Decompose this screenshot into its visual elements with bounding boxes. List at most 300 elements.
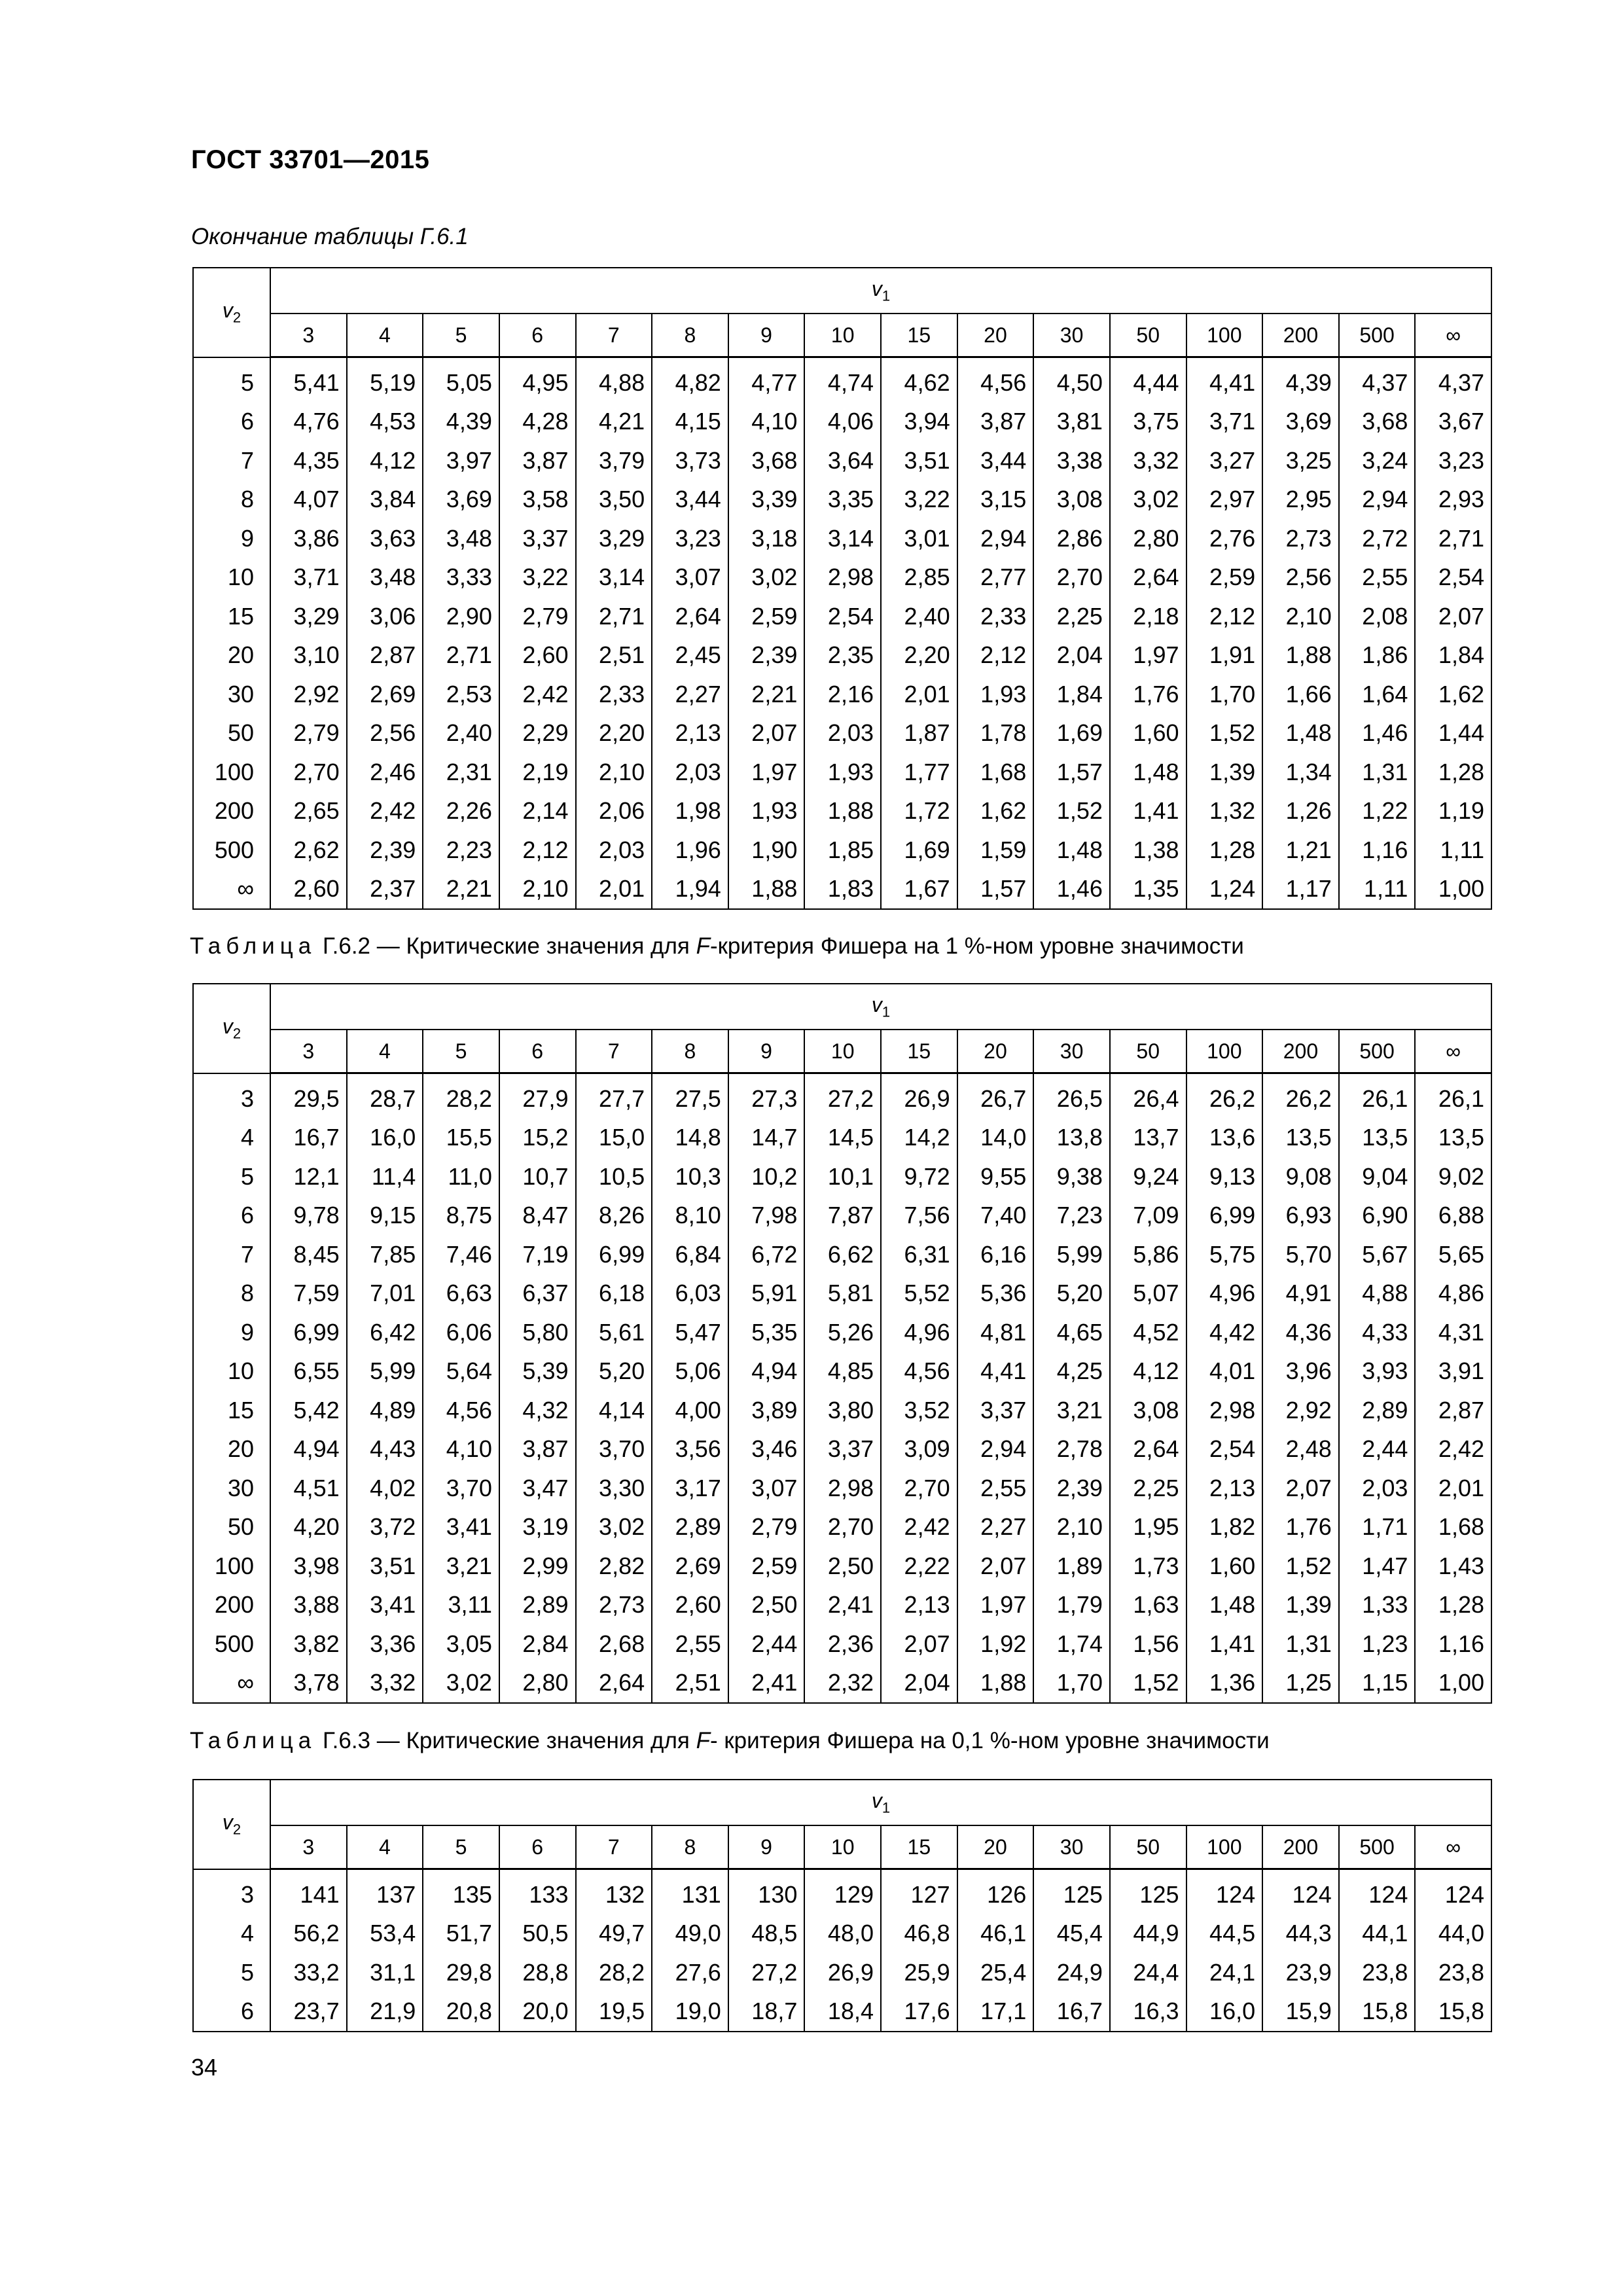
column-header: 15 [881,1030,957,1073]
column-header: 5 [423,1030,499,1073]
table-cell: 1,43 [1415,1547,1491,1586]
column-header: 100 [1186,1825,1263,1869]
table-cell: 130 [728,1869,805,1914]
table-cell: 3,91 [1415,1352,1491,1391]
table-cell: 10,2 [728,1157,805,1196]
table-cell: 2,01 [881,675,957,714]
table-cell: 9,08 [1262,1157,1339,1196]
table-cell: 4,44 [1110,357,1186,403]
table-cell: 3,88 [270,1586,347,1625]
table-continuation-caption: Окончание таблицы Г.6.1 [191,224,469,249]
table-cell: 1,41 [1110,792,1186,831]
table-cell: 8,10 [652,1196,728,1236]
table-cell: 124 [1339,1869,1416,1914]
column-header: 10 [804,1030,881,1073]
column-header: 8 [652,1825,728,1869]
column-header: 9 [728,1825,805,1869]
table-cell: 2,64 [652,597,728,636]
v2-header: $v_2$ [193,1780,270,1869]
table-cell: 1,68 [957,753,1034,792]
table-g62 [192,983,1492,1704]
table-row [193,714,1491,753]
row-header-v2: ∞ [193,870,270,910]
table-cell: 2,25 [1110,1469,1186,1508]
table-cell: 2,89 [652,1508,728,1547]
table-cell: 17,6 [881,1992,957,2032]
table-cell: 26,1 [1339,1073,1416,1119]
table-cell: 1,21 [1262,831,1339,870]
table-cell: 133 [499,1869,576,1914]
table-cell: 2,51 [576,636,652,675]
table-cell: 4,88 [1339,1274,1416,1314]
table-cell: 1,22 [1339,792,1416,831]
table-cell: 2,42 [347,792,423,831]
table-cell: 5,42 [270,1391,347,1430]
table-cell: 50,5 [499,1914,576,1954]
table-cell: 1,77 [881,753,957,792]
table-cell: 3,44 [652,480,728,520]
table-cell: 4,14 [576,1391,652,1430]
table-cell: 2,39 [347,831,423,870]
row-header-v2: 3 [193,1869,270,1914]
table-cell: 3,22 [499,558,576,598]
table-cell: 44,3 [1262,1914,1339,1954]
table-cell: 1,72 [881,792,957,831]
table-cell: 141 [270,1869,347,1914]
table-cell: 2,45 [652,636,728,675]
table-cell: 3,63 [347,519,423,558]
table-cell: 24,4 [1110,1953,1186,1992]
table-cell: 3,98 [270,1547,347,1586]
table-cell: 2,20 [881,636,957,675]
column-header: ∞ [1415,1825,1491,1869]
table-cell: 2,22 [881,1547,957,1586]
table-cell: 7,40 [957,1196,1034,1236]
table-cell: 2,60 [270,870,347,910]
row-header-v2: 15 [193,597,270,636]
table-cell: 2,16 [804,675,881,714]
table-cell: 26,2 [1262,1073,1339,1119]
table-cell: 4,35 [270,441,347,480]
row-header-v2: 100 [193,753,270,792]
table-cell: 6,55 [270,1352,347,1391]
column-header: 50 [1110,314,1186,357]
table-cell: 1,89 [1033,1547,1110,1586]
table-cell: 26,2 [1186,1073,1263,1119]
table-cell: 1,83 [804,870,881,910]
table-cell: 1,52 [1110,1664,1186,1704]
table-cell: 2,19 [499,753,576,792]
table-cell: 1,62 [957,792,1034,831]
table-cell: 2,64 [576,1664,652,1704]
column-header: 6 [499,314,576,357]
table-row [193,357,1491,403]
table-cell: 5,99 [347,1352,423,1391]
table-cell: 5,67 [1339,1235,1416,1274]
row-header-v2: 200 [193,792,270,831]
table-cell: 3,87 [499,1430,576,1469]
table-cell: 2,07 [1262,1469,1339,1508]
table-cell: 2,12 [1186,597,1263,636]
table-cell: 8,45 [270,1235,347,1274]
table-cell: 3,71 [270,558,347,598]
table-cell: 26,1 [1415,1073,1491,1119]
column-header: 100 [1186,1030,1263,1073]
table-cell: 4,85 [804,1352,881,1391]
table-row [193,1664,1491,1704]
table-cell: 31,1 [347,1953,423,1992]
table-g61-end [192,267,1492,910]
table-cell: 3,64 [804,441,881,480]
table-cell: 2,71 [576,597,652,636]
table-cell: 2,07 [728,714,805,753]
table-row [193,1469,1491,1508]
table-cell: 3,07 [728,1469,805,1508]
table-cell: 2,84 [499,1624,576,1664]
table-row [193,1157,1491,1196]
table-cell: 3,97 [423,441,499,480]
row-header-v2: 200 [193,1586,270,1625]
table-cell: 8,75 [423,1196,499,1236]
f-critical-table [192,983,1492,1704]
table-cell: 2,12 [499,831,576,870]
column-header: 8 [652,1030,728,1073]
table-cell: 3,78 [270,1664,347,1704]
table-cell: 2,77 [957,558,1034,598]
table-cell: 2,44 [1339,1430,1416,1469]
table-cell: 3,36 [347,1624,423,1664]
table-cell: 2,93 [1415,480,1491,520]
table-cell: 2,94 [1339,480,1416,520]
column-header: 3 [270,1030,347,1073]
table-cell: 3,37 [499,519,576,558]
table-cell: 2,39 [728,636,805,675]
table-cell: 2,55 [957,1469,1034,1508]
table-cell: 3,05 [423,1624,499,1664]
table-cell: 3,47 [499,1469,576,1508]
column-header: 8 [652,314,728,357]
table-cell: 20,8 [423,1992,499,2032]
table-cell: 3,73 [652,441,728,480]
row-header-v2: 10 [193,1352,270,1391]
table-cell: 1,84 [1415,636,1491,675]
table-cell: 15,9 [1262,1992,1339,2032]
table-cell: 1,56 [1110,1624,1186,1664]
table-cell: 23,7 [270,1992,347,2032]
table-cell: 2,04 [881,1664,957,1704]
table-cell: 1,36 [1186,1664,1263,1704]
table-cell: 10,3 [652,1157,728,1196]
table-cell: 7,19 [499,1235,576,1274]
table-cell: 2,40 [423,714,499,753]
table-cell: 3,87 [499,441,576,480]
table-cell: 2,13 [1186,1469,1263,1508]
table-cell: 1,91 [1186,636,1263,675]
table-cell: 25,9 [881,1953,957,1992]
table-cell: 4,37 [1415,357,1491,403]
table-cell: 3,33 [423,558,499,598]
table-cell: 3,72 [347,1508,423,1547]
table-cell: 4,00 [652,1391,728,1430]
table-row [193,831,1491,870]
table-cell: 6,93 [1262,1196,1339,1236]
table-cell: 5,64 [423,1352,499,1391]
table-cell: 5,06 [652,1352,728,1391]
table-cell: 1,60 [1186,1547,1263,1586]
table-cell: 4,50 [1033,357,1110,403]
table-cell: 4,81 [957,1313,1034,1352]
table-cell: 15,2 [499,1119,576,1158]
row-header-v2: 9 [193,1313,270,1352]
table-cell: 2,69 [652,1547,728,1586]
table-cell: 4,94 [270,1430,347,1469]
table-cell: 1,38 [1110,831,1186,870]
table-cell: 9,72 [881,1157,957,1196]
table-cell: 3,08 [1033,480,1110,520]
table-cell: 3,21 [423,1547,499,1586]
table-cell: 4,56 [423,1391,499,1430]
table-cell: 1,88 [728,870,805,910]
table-cell: 1,19 [1415,792,1491,831]
table-cell: 3,86 [270,519,347,558]
table-cell: 3,51 [347,1547,423,1586]
column-header: 4 [347,1825,423,1869]
table-cell: 13,5 [1339,1119,1416,1158]
table-cell: 1,84 [1033,675,1110,714]
table-cell: 18,7 [728,1992,805,2032]
table-cell: 1,16 [1339,831,1416,870]
table-cell: 5,70 [1262,1235,1339,1274]
table-cell: 3,70 [423,1469,499,1508]
column-header: 50 [1110,1030,1186,1073]
table-row [193,1992,1491,2032]
table-cell: 3,35 [804,480,881,520]
table-cell: 15,5 [423,1119,499,1158]
table-cell: 125 [1110,1869,1186,1914]
table-cell: 4,31 [1415,1313,1491,1352]
table-row [193,1430,1491,1469]
table-cell: 2,03 [1339,1469,1416,1508]
table-cell: 4,21 [576,403,652,442]
table-cell: 14,5 [804,1119,881,1158]
table-cell: 3,52 [881,1391,957,1430]
table-cell: 3,32 [347,1664,423,1704]
table-cell: 13,8 [1033,1119,1110,1158]
table-cell: 3,30 [576,1469,652,1508]
column-header: 500 [1339,1030,1416,1073]
table-row [193,1586,1491,1625]
table-cell: 49,7 [576,1914,652,1954]
table-cell: 2,46 [347,753,423,792]
table-cell: 5,20 [576,1352,652,1391]
table-cell: 7,98 [728,1196,805,1236]
table-cell: 2,62 [270,831,347,870]
table-row [193,1391,1491,1430]
table-cell: 13,5 [1415,1119,1491,1158]
table-cell: 1,76 [1110,675,1186,714]
table-cell: 3,08 [1110,1391,1186,1430]
table-cell: 1,93 [804,753,881,792]
table-cell: 2,41 [728,1664,805,1704]
table-cell: 3,50 [576,480,652,520]
row-header-v2: 30 [193,1469,270,1508]
table-cell: 1,73 [1110,1547,1186,1586]
table-cell: 2,33 [576,675,652,714]
table-cell: 14,0 [957,1119,1034,1158]
table-cell: 3,01 [881,519,957,558]
table-cell: 9,04 [1339,1157,1416,1196]
table-cell: 2,82 [576,1547,652,1586]
table-cell: 7,59 [270,1274,347,1314]
table-cell: 5,65 [1415,1235,1491,1274]
table-row [193,1869,1491,1914]
f-critical-table [192,1779,1492,2032]
table-cell: 27,3 [728,1073,805,1119]
table-cell: 4,25 [1033,1352,1110,1391]
table-cell: 2,07 [957,1547,1034,1586]
table-row [193,636,1491,675]
table-cell: 3,18 [728,519,805,558]
table-cell: 28,8 [499,1953,576,1992]
table-cell: 4,10 [728,403,805,442]
table-cell: 4,53 [347,403,423,442]
table-cell: 1,88 [957,1664,1034,1704]
table-cell: 56,2 [270,1914,347,1954]
table-cell: 27,6 [652,1953,728,1992]
table-cell: 2,54 [804,597,881,636]
table-row [193,1119,1491,1158]
table-cell: 4,39 [1262,357,1339,403]
table-cell: 1,85 [804,831,881,870]
column-header: 4 [347,1030,423,1073]
table-cell: 9,38 [1033,1157,1110,1196]
table-cell: 23,8 [1339,1953,1416,1992]
table-cell: 4,41 [1186,357,1263,403]
table-cell: 3,79 [576,441,652,480]
table-cell: 2,37 [347,870,423,910]
table-cell: 14,7 [728,1119,805,1158]
table-cell: 3,07 [652,558,728,598]
table-cell: 2,90 [423,597,499,636]
table-cell: 2,13 [652,714,728,753]
table-cell: 4,86 [1415,1274,1491,1314]
table-cell: 6,84 [652,1235,728,1274]
table-cell: 1,46 [1033,870,1110,910]
table-cell: 10,1 [804,1157,881,1196]
table-cell: 23,8 [1415,1953,1491,1992]
table-cell: 2,32 [804,1664,881,1704]
table-cell: 3,29 [576,519,652,558]
table-cell: 2,98 [804,1469,881,1508]
table-cell: 24,9 [1033,1953,1110,1992]
table-cell: 2,42 [881,1508,957,1547]
table-cell: 3,37 [804,1430,881,1469]
table-cell: 2,25 [1033,597,1110,636]
table-cell: 5,26 [804,1313,881,1352]
table-cell: 124 [1262,1869,1339,1914]
table-cell: 1,26 [1262,792,1339,831]
table-cell: 2,29 [499,714,576,753]
table-cell: 124 [1415,1869,1491,1914]
table-cell: 10,5 [576,1157,652,1196]
table-cell: 2,56 [1262,558,1339,598]
table-row [193,519,1491,558]
v1-header: $v_1$ [270,984,1491,1030]
table-cell: 2,64 [1110,558,1186,598]
row-header-v2: 6 [193,1196,270,1236]
table-g63-caption: Таблица Г.6.3 — Критические значения для F- критерия Фишера на 0,1 %-ном уровне значимости [190,1728,1270,1753]
table-cell: 21,9 [347,1992,423,2032]
table-cell: 1,96 [652,831,728,870]
table-cell: 1,48 [1033,831,1110,870]
table-cell: 6,72 [728,1235,805,1274]
table-cell: 2,79 [728,1508,805,1547]
table-cell: 2,94 [957,1430,1034,1469]
table-cell: 4,41 [957,1352,1034,1391]
table-cell: 3,51 [881,441,957,480]
column-header: 500 [1339,1825,1416,1869]
table-cell: 2,10 [499,870,576,910]
table-cell: 2,54 [1186,1430,1263,1469]
table-cell: 2,87 [347,636,423,675]
table-cell: 1,71 [1339,1508,1416,1547]
table-cell: 2,21 [728,675,805,714]
table-cell: 16,0 [1186,1992,1263,2032]
table-cell: 1,39 [1186,753,1263,792]
table-cell: 2,01 [1415,1469,1491,1508]
table-cell: 1,00 [1415,870,1491,910]
table-cell: 4,15 [652,403,728,442]
column-header: 6 [499,1030,576,1073]
table-cell: 26,9 [881,1073,957,1119]
table-cell: 1,97 [1110,636,1186,675]
table-cell: 16,3 [1110,1992,1186,2032]
table-cell: 4,36 [1262,1313,1339,1352]
table-cell: 9,02 [1415,1157,1491,1196]
table-cell: 9,78 [270,1196,347,1236]
table-cell: 7,46 [423,1235,499,1274]
table-cell: 1,31 [1262,1624,1339,1664]
table-cell: 16,7 [270,1119,347,1158]
table-cell: 2,72 [1339,519,1416,558]
table-cell: 1,31 [1339,753,1416,792]
table-cell: 4,20 [270,1508,347,1547]
table-cell: 28,2 [423,1073,499,1119]
table-cell: 3,67 [1415,403,1491,442]
table-cell: 4,82 [652,357,728,403]
table-row [193,441,1491,480]
table-cell: 2,85 [881,558,957,598]
table-cell: 2,26 [423,792,499,831]
table-cell: 1,98 [652,792,728,831]
table-cell: 53,4 [347,1914,423,1954]
table-cell: 2,33 [957,597,1034,636]
table-cell: 4,95 [499,357,576,403]
table-cell: 3,48 [347,558,423,598]
table-cell: 48,5 [728,1914,805,1954]
table-cell: 2,42 [499,675,576,714]
column-header: 4 [347,314,423,357]
table-cell: 6,42 [347,1313,423,1352]
table-cell: 3,23 [652,519,728,558]
row-header-v2: 8 [193,1274,270,1314]
table-cell: 3,46 [728,1430,805,1469]
table-cell: 1,82 [1186,1508,1263,1547]
table-cell: 5,05 [423,357,499,403]
table-cell: 3,14 [576,558,652,598]
table-cell: 2,21 [423,870,499,910]
table-cell: 2,50 [728,1586,805,1625]
